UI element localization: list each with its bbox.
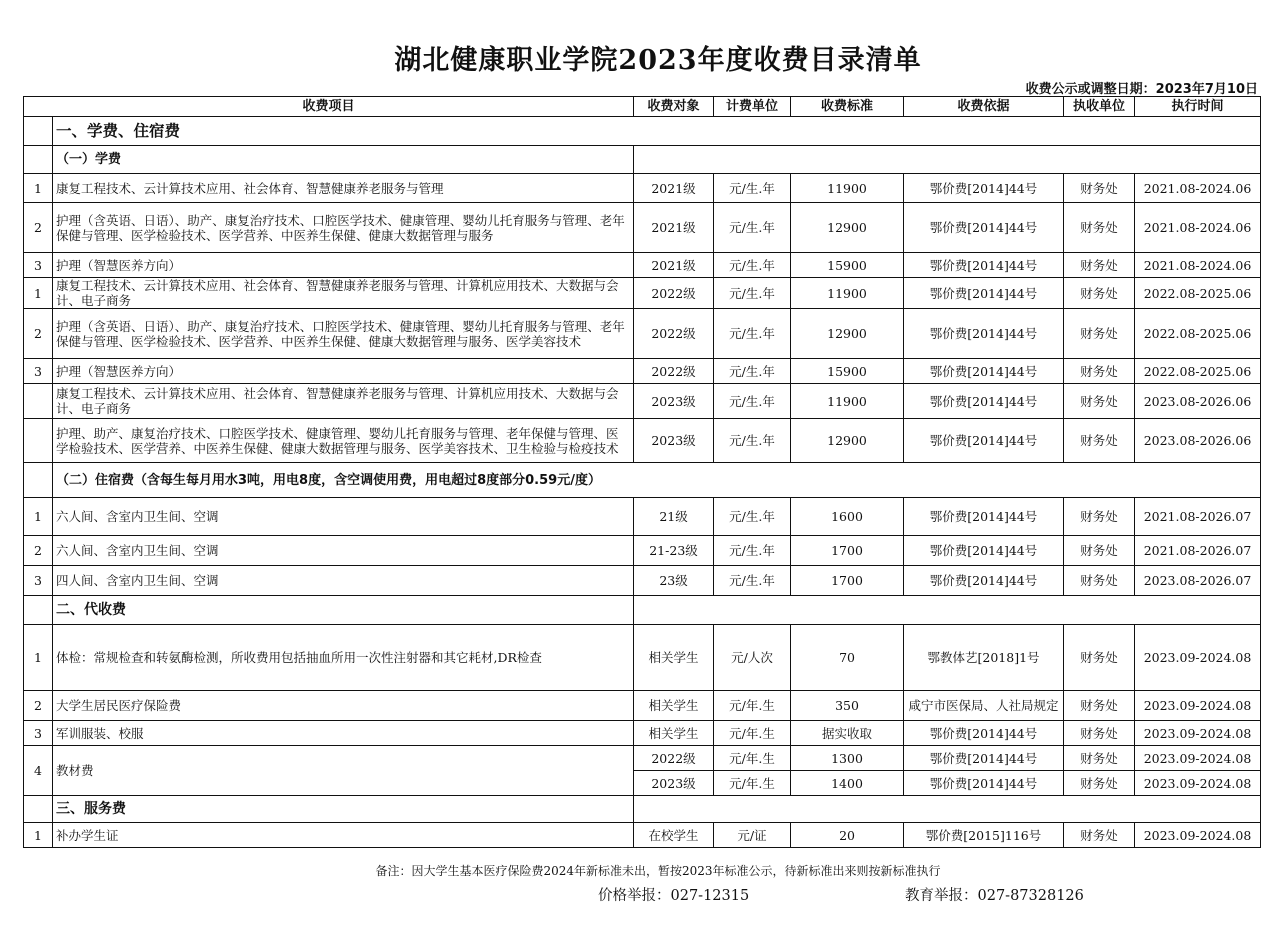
row-unit: 元/年.生 (714, 771, 791, 796)
row-fee: 1700 (791, 536, 904, 566)
row-fee: 1700 (791, 566, 904, 596)
row-target: 21-23级 (634, 536, 714, 566)
footnote: 备注：因大学生基本医疗保险费2024年新标准未出，暂按2023年标准公示，待新标准出来则按新标准执行 (375, 864, 941, 878)
row-period: 2021.08-2024.06 (1135, 203, 1261, 253)
row-unit: 元/生.年 (714, 536, 791, 566)
row-period: 2023.09-2024.08 (1135, 771, 1261, 796)
row-number: 1 (24, 625, 53, 691)
table-row (24, 174, 1261, 203)
row-fee: 12900 (791, 309, 904, 359)
subsection-row (24, 146, 1261, 174)
row-number: 2 (24, 691, 53, 721)
row-item: 大学生居民医疗保险费 (53, 691, 634, 721)
row-unit: 元/年.生 (714, 691, 791, 721)
row-number: 3 (24, 253, 53, 278)
row-unit: 元/生.年 (714, 174, 791, 203)
row-item: 教材费 (53, 746, 634, 796)
row-fee: 15900 (791, 253, 904, 278)
row-dept: 财务处 (1064, 536, 1135, 566)
row-item: 军训服装、校服 (53, 721, 634, 746)
row-unit: 元/生.年 (714, 384, 791, 419)
row-target: 2022级 (634, 309, 714, 359)
row-period: 2023.08-2026.07 (1135, 566, 1261, 596)
row-dept: 财务处 (1064, 823, 1135, 848)
row-item: 四人间、含室内卫生间、空调 (53, 566, 634, 596)
collect-rows (24, 625, 1261, 746)
row-fee: 15900 (791, 359, 904, 384)
row-target: 2022级 (634, 746, 714, 771)
row-dept: 财务处 (1064, 359, 1135, 384)
row-period: 2023.09-2024.08 (1135, 721, 1261, 746)
row-period: 2023.09-2024.08 (1135, 625, 1261, 691)
header-unit: 计费单位 (714, 97, 791, 117)
row-number: 2 (24, 203, 53, 253)
table-row (24, 823, 1261, 848)
row-item: 康复工程技术、云计算技术应用、社会体育、智慧健康养老服务与管理 (53, 174, 634, 203)
row-basis: 鄂价费[2014]44号 (904, 536, 1064, 566)
section-row (24, 796, 1261, 823)
tuition-rows (24, 174, 1261, 463)
row-fee: 1300 (791, 746, 904, 771)
row-unit: 元/生.年 (714, 419, 791, 463)
row-target: 在校学生 (634, 823, 714, 848)
row-item: 护理（含英语、日语）、助产、康复治疗技术、口腔医学技术、健康管理、婴幼儿托育服务与管理、老年保健与管理、医学检验技术、医学营养、中医养生保健、健康大数据管理与服务、医学美容技术 (53, 309, 634, 359)
row-item: 六人间、含室内卫生间、空调 (53, 498, 634, 536)
fee-table (23, 96, 1261, 848)
row-number (24, 419, 53, 463)
row-number: 1 (24, 823, 53, 848)
row-unit: 元/生.年 (714, 566, 791, 596)
row-period: 2023.08-2026.06 (1135, 419, 1261, 463)
row-number: 1 (24, 278, 53, 309)
row-target: 相关学生 (634, 691, 714, 721)
row-item: 体检：常规检查和转氨酶检测，所收费用包括抽血所用一次性注射器和其它耗材,DR检查 (53, 625, 634, 691)
row-dept: 财务处 (1064, 278, 1135, 309)
table-row (24, 536, 1261, 566)
row-dept: 财务处 (1064, 746, 1135, 771)
table-row (24, 309, 1261, 359)
table-row (24, 419, 1261, 463)
row-fee: 12900 (791, 203, 904, 253)
subsection-row (24, 463, 1261, 498)
row-unit: 元/生.年 (714, 309, 791, 359)
row-fee: 据实收取 (791, 721, 904, 746)
row-unit: 元/生.年 (714, 278, 791, 309)
row-unit: 元/生.年 (714, 253, 791, 278)
row-number: 3 (24, 566, 53, 596)
row-basis: 鄂价费[2014]44号 (904, 253, 1064, 278)
row-target: 2021级 (634, 203, 714, 253)
row-fee: 11900 (791, 278, 904, 309)
row-unit: 元/证 (714, 823, 791, 848)
row-basis: 鄂价费[2014]44号 (904, 174, 1064, 203)
row-number: 3 (24, 359, 53, 384)
table-row (24, 359, 1261, 384)
row-period: 2023.09-2024.08 (1135, 746, 1261, 771)
row-dept: 财务处 (1064, 203, 1135, 253)
table-row (24, 625, 1261, 691)
row-fee: 11900 (791, 384, 904, 419)
section-row (24, 117, 1261, 146)
page-title: 湖北健康职业学院2023年度收费目录清单 (394, 45, 922, 76)
row-dept: 财务处 (1064, 566, 1135, 596)
row-period: 2023.09-2024.08 (1135, 823, 1261, 848)
row-basis: 鄂价费[2014]44号 (904, 771, 1064, 796)
row-dept: 财务处 (1064, 498, 1135, 536)
row-period: 2021.08-2026.07 (1135, 498, 1261, 536)
row-target: 2023级 (634, 419, 714, 463)
row-item: 护理（含英语、日语）、助产、康复治疗技术、口腔医学技术、健康管理、婴幼儿托育服务与管理、老年保健与管理、医学检验技术、医学营养、中医养生保健、健康大数据管理与服务 (53, 203, 634, 253)
row-fee: 20 (791, 823, 904, 848)
education-hotline: 教育举报：027-87328126 (905, 888, 1084, 904)
row-target: 相关学生 (634, 721, 714, 746)
row-basis: 鄂价费[2014]44号 (904, 419, 1064, 463)
row-dept: 财务处 (1064, 721, 1135, 746)
row-fee: 70 (791, 625, 904, 691)
row-period: 2023.09-2024.08 (1135, 691, 1261, 721)
row-basis: 鄂价费[2014]44号 (904, 359, 1064, 384)
header-target: 收费对象 (634, 97, 714, 117)
row-basis: 咸宁市医保局、人社局规定 (904, 691, 1064, 721)
row-basis: 鄂价费[2014]44号 (904, 278, 1064, 309)
row-basis: 鄂价费[2014]44号 (904, 566, 1064, 596)
row-basis: 鄂价费[2014]44号 (904, 384, 1064, 419)
row-unit: 元/生.年 (714, 203, 791, 253)
row-period: 2022.08-2025.06 (1135, 359, 1261, 384)
table-row (24, 278, 1261, 309)
header-fee: 收费标准 (791, 97, 904, 117)
row-fee: 12900 (791, 419, 904, 463)
subsection-title: （二）住宿费（含每生每月用水3吨，用电8度，含空调使用费，用电超过8度部分0.59元/度） (53, 463, 1261, 498)
header-item: 收费项目 (24, 97, 634, 117)
row-number: 3 (24, 721, 53, 746)
row-fee: 1600 (791, 498, 904, 536)
section-row (24, 596, 1261, 625)
row-unit: 元/生.年 (714, 359, 791, 384)
row-number: 4 (24, 746, 53, 796)
table-row (24, 384, 1261, 419)
row-target: 2023级 (634, 384, 714, 419)
row-target: 2022级 (634, 278, 714, 309)
row-target: 2023级 (634, 771, 714, 796)
row-target: 2021级 (634, 253, 714, 278)
row-dept: 财务处 (1064, 384, 1135, 419)
row-item: 护理（智慧医养方向） (53, 253, 634, 278)
row-item: 护理、助产、康复治疗技术、口腔医学技术、健康管理、婴幼儿托育服务与管理、老年保健与管理、医学检验技术、医学营养、中医养生保健、健康大数据管理与服务、医学美容技术、卫生检验与检疫技术 (53, 419, 634, 463)
row-period: 2022.08-2025.06 (1135, 278, 1261, 309)
row-number: 1 (24, 174, 53, 203)
row-target: 2022级 (634, 359, 714, 384)
row-period: 2021.08-2024.06 (1135, 253, 1261, 278)
table-row (24, 203, 1261, 253)
row-number: 1 (24, 498, 53, 536)
row-period: 2021.08-2026.07 (1135, 536, 1261, 566)
header-dept: 执收单位 (1064, 97, 1135, 117)
row-basis: 鄂价费[2014]44号 (904, 203, 1064, 253)
price-hotline: 价格举报：027-12315 (598, 888, 750, 904)
row-item: 补办学生证 (53, 823, 634, 848)
row-dept: 财务处 (1064, 419, 1135, 463)
table-row (24, 691, 1261, 721)
row-period: 2021.08-2024.06 (1135, 174, 1261, 203)
row-dept: 财务处 (1064, 309, 1135, 359)
section-title: 三、服务费 (53, 796, 634, 823)
row-number: 2 (24, 536, 53, 566)
row-basis: 鄂教体艺[2018]1号 (904, 625, 1064, 691)
row-dept: 财务处 (1064, 253, 1135, 278)
row-dept: 财务处 (1064, 691, 1135, 721)
row-dept: 财务处 (1064, 771, 1135, 796)
service-rows (24, 823, 1261, 848)
row-unit: 元/生.年 (714, 498, 791, 536)
table-row (24, 498, 1261, 536)
row-fee: 11900 (791, 174, 904, 203)
row-basis: 鄂价费[2015]116号 (904, 823, 1064, 848)
table-row (24, 566, 1261, 596)
row-item: 六人间、含室内卫生间、空调 (53, 536, 634, 566)
row-target: 21级 (634, 498, 714, 536)
row-basis: 鄂价费[2014]44号 (904, 721, 1064, 746)
row-item: 康复工程技术、云计算技术应用、社会体育、智慧健康养老服务与管理、计算机应用技术、大数据与会计、电子商务 (53, 384, 634, 419)
row-item: 护理（智慧医养方向） (53, 359, 634, 384)
header-row (24, 97, 1261, 117)
header-period: 执行时间 (1135, 97, 1261, 117)
row-unit: 元/年.生 (714, 721, 791, 746)
row-fee: 350 (791, 691, 904, 721)
header-basis: 收费依据 (904, 97, 1064, 117)
table-row (24, 721, 1261, 746)
row-unit: 元/年.生 (714, 746, 791, 771)
row-dept: 财务处 (1064, 625, 1135, 691)
row-dept: 财务处 (1064, 174, 1135, 203)
row-number: 2 (24, 309, 53, 359)
row-target: 相关学生 (634, 625, 714, 691)
table-row (24, 746, 1261, 771)
row-fee: 1400 (791, 771, 904, 796)
row-basis: 鄂价费[2014]44号 (904, 746, 1064, 771)
section-title: 一、学费、住宿费 (53, 117, 1261, 146)
row-unit: 元/人次 (714, 625, 791, 691)
row-item: 康复工程技术、云计算技术应用、社会体育、智慧健康养老服务与管理、计算机应用技术、大数据与会计、电子商务 (53, 278, 634, 309)
row-basis: 鄂价费[2014]44号 (904, 309, 1064, 359)
row-target: 23级 (634, 566, 714, 596)
publish-date: 收费公示或调整日期：2023年7月10日 (1025, 82, 1258, 97)
row-basis: 鄂价费[2014]44号 (904, 498, 1064, 536)
row-period: 2023.08-2026.06 (1135, 384, 1261, 419)
table-row (24, 253, 1261, 278)
row-target: 2021级 (634, 174, 714, 203)
section-title: 二、代收费 (53, 596, 634, 625)
housing-rows (24, 498, 1261, 596)
row-period: 2022.08-2025.06 (1135, 309, 1261, 359)
row-number (24, 384, 53, 419)
subsection-title: （一）学费 (53, 146, 634, 174)
